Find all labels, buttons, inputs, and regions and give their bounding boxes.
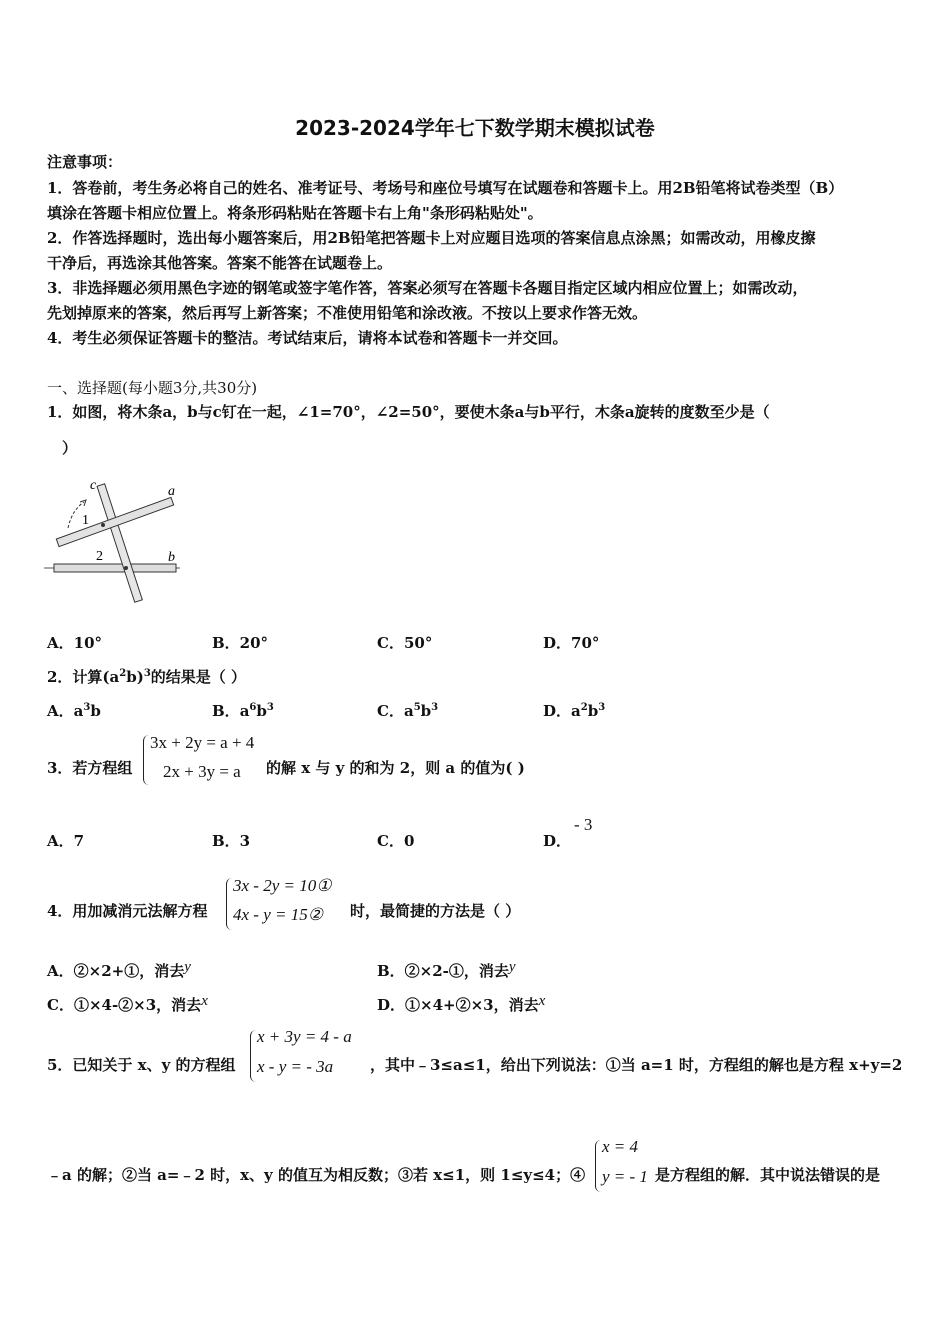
fig-angle-2: 2: [96, 549, 103, 564]
question-1-text: 1．如图，将木条a，b与c钉在一起，∠1=70°，∠2=50°，要使木条a与b平行，木条a旋转的度数至少是（: [47, 403, 770, 421]
notice-line: 干净后，再选涂其他答案。答案不能答在试题卷上。: [47, 254, 393, 272]
fig-label-b: b: [168, 550, 175, 565]
q1-option-b[interactable]: B．20°: [212, 634, 269, 652]
question-5-text-end: 是方程组的解．其中说法错误的是: [655, 1166, 881, 1184]
q4-equation-2: 4x - y = 15②: [233, 905, 323, 924]
q4-equation-1: 3x - 2y = 10①: [233, 876, 332, 895]
q3-option-b[interactable]: B．3: [212, 832, 251, 850]
notice-line: 先划掉原来的答案，然后再写上新答案；不准使用铅笔和涂改液。不按以上要求作答无效。: [47, 304, 648, 322]
q5-solution-y: y = - 1: [602, 1167, 648, 1186]
question-4-prefix: 4．用加减消元法解方程: [47, 902, 208, 920]
q5-solution-x: x = 4: [602, 1137, 639, 1156]
notice-line: 1．答卷前，考生务必将自己的姓名、准考证号、考场号和座位号填写在试题卷和答题卡上。用2B铅笔将试卷类型（B）: [47, 179, 844, 197]
notice-line: 4．考生必须保证答题卡的整洁。考试结束后，请将本试卷和答题卡一并交回。: [47, 329, 568, 347]
q2-option-a[interactable]: A．$a^3b$: [47, 702, 101, 720]
q2-option-b[interactable]: B．$a^6b^3$: [212, 702, 274, 720]
question-2-text: 2．计算$(a^2b)^3$的结果是（ ）: [47, 668, 247, 686]
q4-option-a[interactable]: A．②×2+①，消去y: [47, 959, 191, 980]
q4-option-c[interactable]: C．①×4-②×3，消去x: [47, 993, 208, 1014]
question-1-text-end: ）: [62, 439, 78, 457]
notice-line: 2．作答选择题时，选出每小题答案后，用2B铅笔把答题卡上对应题目选项的答案信息点涂黑；如需改动，用橡皮擦: [47, 229, 816, 247]
notice-line: 填涂在答题卡相应位置上。将条形码粘贴在答题卡右上角"条形码粘贴处"。: [47, 204, 543, 222]
question-3-prefix: 3．若方程组: [47, 759, 133, 777]
q5-equation-1: x + 3y = 4 - a: [257, 1027, 352, 1046]
q3-option-d[interactable]: D．: [543, 832, 572, 850]
equation-brace: [226, 878, 233, 930]
question-5-text: ，其中﹣3≤a≤1，给出下列说法：①当 a=1 时，方程组的解也是方程 x+y=2: [370, 1056, 903, 1074]
q3-option-d-value: - 3: [574, 815, 593, 834]
question-1-figure: [40, 472, 190, 612]
fig-angle-1: 1: [82, 513, 89, 528]
page-title: 2023-2024学年七下数学期末模拟试卷: [295, 116, 655, 140]
q5-equation-2: x - y = - 3a: [257, 1057, 334, 1076]
notice-line: 3．非选择题必须用黑色字迹的钢笔或签字笔作答，答案必须写在答题卡各题目指定区域内相应位置上；如需改动，: [47, 279, 808, 297]
q3-option-a[interactable]: A．7: [47, 832, 85, 850]
fig-label-c: c: [90, 478, 97, 493]
q1-option-a[interactable]: A．10°: [47, 634, 103, 652]
q3-equation-1: 3x + 2y = a + 4: [150, 733, 255, 752]
section-heading: 一、选择题(每小题3分,共30分): [47, 379, 258, 397]
q2-option-d[interactable]: D．$a^2b^3$: [543, 702, 606, 720]
q4-option-b[interactable]: B．②×2-①，消去y: [377, 959, 516, 980]
q3-equation-2: 2x + 3y = a: [163, 762, 241, 781]
q4-option-d[interactable]: D．①×4+②×3，消去x: [377, 993, 546, 1014]
question-5-prefix: 5．已知关于 x、y 的方程组: [47, 1056, 236, 1074]
q2-option-c[interactable]: C．$a^5b^3$: [377, 702, 439, 720]
notice-heading: 注意事项：: [47, 153, 123, 171]
q3-option-c[interactable]: C．0: [377, 832, 415, 850]
equation-brace: [250, 1030, 257, 1082]
q1-option-c[interactable]: C．50°: [377, 634, 433, 652]
question-3-suffix: 的解 x 与 y 的和为 2，则 a 的值为( ): [266, 759, 525, 777]
question-5-text-line2: ﹣a 的解；②当 a=﹣2 时，x、y 的值互为相反数；③若 x≤1，则 1≤y≤4；④: [47, 1166, 586, 1184]
equation-brace: [595, 1140, 602, 1192]
question-4-suffix: 时，最简捷的方法是（ ）: [350, 902, 521, 920]
equation-brace: [143, 735, 150, 785]
q1-option-d[interactable]: D．70°: [543, 634, 600, 652]
fig-label-a: a: [168, 484, 175, 499]
